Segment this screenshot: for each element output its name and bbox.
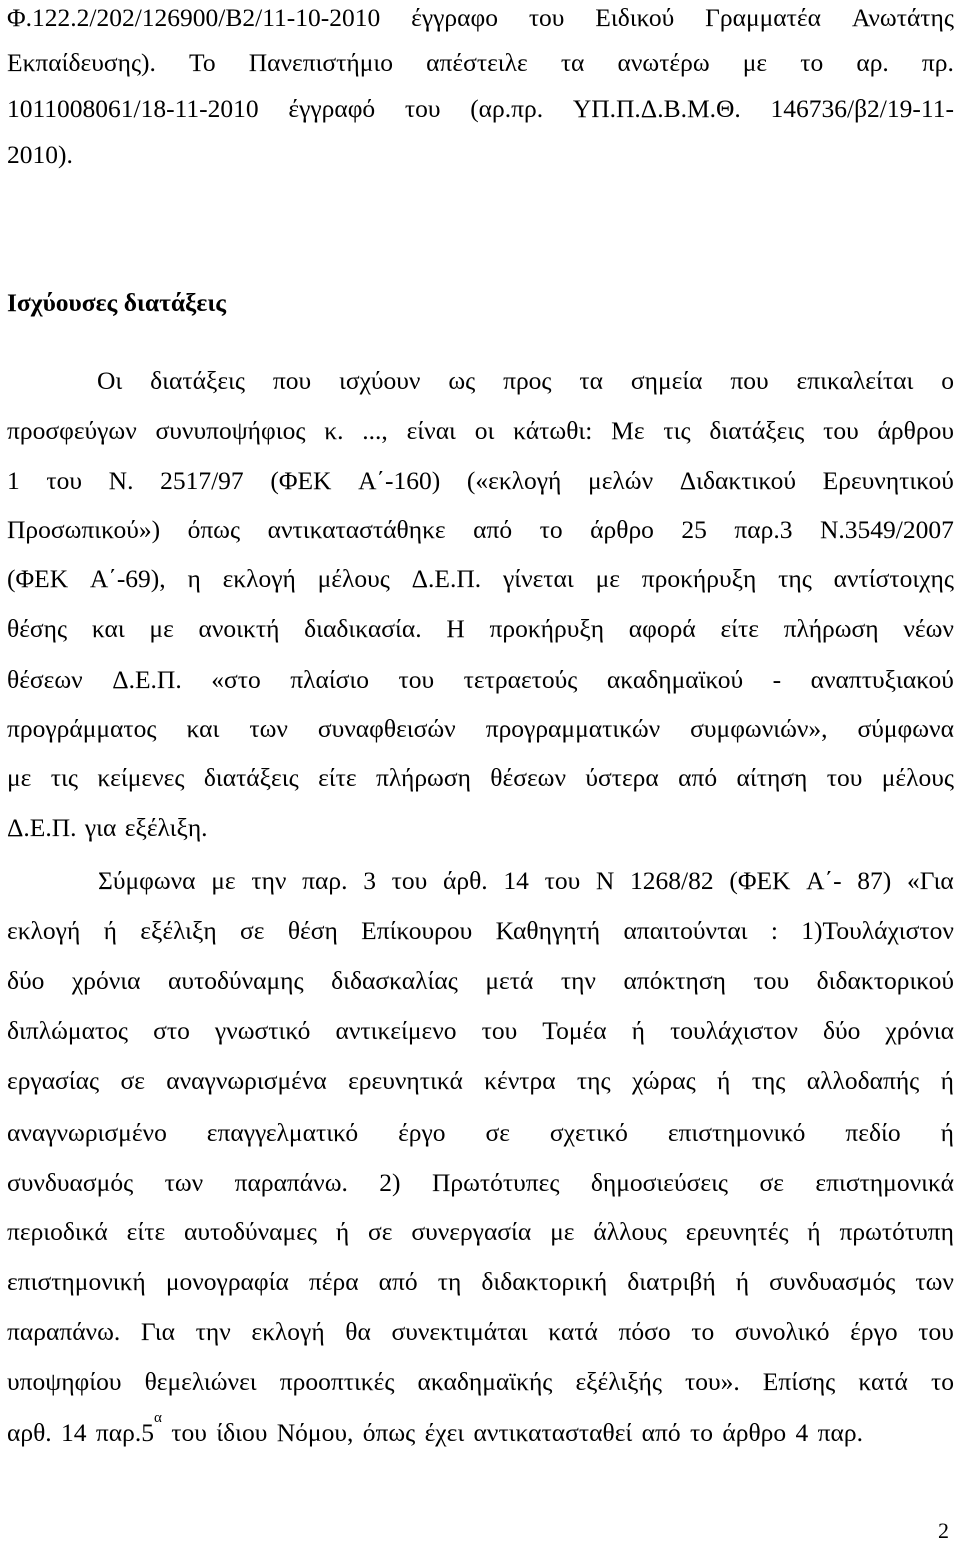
word: ή bbox=[335, 1217, 350, 1246]
word: δύο bbox=[7, 966, 45, 995]
word: διδακτορική bbox=[481, 1267, 608, 1296]
word: Σύμφωνα bbox=[98, 866, 196, 895]
word: είτε bbox=[318, 763, 357, 792]
word: επικαλείται bbox=[796, 366, 914, 395]
word: ύστερα bbox=[585, 763, 659, 792]
word: την bbox=[560, 966, 596, 995]
word: Δ.Ε.Π. bbox=[411, 564, 482, 593]
word: και bbox=[91, 614, 125, 643]
word: Διδακτικού bbox=[679, 466, 797, 495]
word: Πανεπιστήμιο bbox=[248, 48, 394, 77]
word: συνολικό bbox=[734, 1317, 830, 1346]
word: εργασίας bbox=[7, 1066, 100, 1095]
word: αντικαταστάθηκε bbox=[267, 515, 446, 544]
word: αναγνωρισμένα bbox=[166, 1066, 327, 1095]
word: ο bbox=[941, 366, 954, 395]
word: εκλογή bbox=[251, 1317, 325, 1346]
word: από bbox=[678, 763, 718, 792]
word: 146736/β2/19-11- bbox=[770, 94, 954, 123]
word: προγράμματος bbox=[7, 714, 157, 743]
text-line bbox=[97, 366, 954, 396]
word: νέων bbox=[903, 614, 954, 643]
word: των bbox=[915, 1267, 954, 1296]
word: εξέλιξη bbox=[140, 916, 217, 945]
text-line bbox=[7, 1217, 954, 1247]
word: Ανωτάτης bbox=[851, 3, 954, 32]
word: 2517/97 bbox=[160, 466, 244, 495]
word: πλαίσιο bbox=[290, 665, 370, 694]
word: επιστημονική bbox=[7, 1267, 146, 1296]
word: Ν. bbox=[108, 466, 134, 495]
word: το bbox=[930, 1367, 954, 1396]
word: με bbox=[550, 1217, 575, 1246]
word: μετά bbox=[485, 966, 534, 995]
word: Το bbox=[189, 48, 216, 77]
word: παραπάνω. bbox=[7, 1317, 121, 1346]
word: ακαδημαϊκού bbox=[606, 665, 744, 694]
word: προς bbox=[503, 366, 552, 395]
word: Ν bbox=[595, 866, 615, 895]
word: συναφθεισών bbox=[317, 714, 456, 743]
word: διατριβή bbox=[627, 1267, 716, 1296]
word: διατάξεις bbox=[150, 366, 246, 395]
text-line bbox=[7, 714, 954, 744]
word: των bbox=[164, 1168, 204, 1197]
word: σημεία bbox=[630, 366, 703, 395]
word: άλλους bbox=[593, 1217, 667, 1246]
word: είναι bbox=[406, 416, 456, 445]
word: γνωστικό bbox=[214, 1016, 311, 1045]
word: ή bbox=[631, 1016, 645, 1045]
word: τις bbox=[50, 763, 78, 792]
word: τη bbox=[437, 1267, 462, 1296]
word: έγγραφό bbox=[288, 94, 376, 123]
word: Η bbox=[446, 614, 465, 643]
word: συνεργασία bbox=[411, 1217, 532, 1246]
word: παραπάνω. bbox=[234, 1168, 348, 1197]
word: πλήρωση bbox=[375, 763, 471, 792]
word: σε bbox=[368, 1217, 393, 1246]
word: με bbox=[595, 564, 620, 593]
word: Ερευνητικού bbox=[822, 466, 954, 495]
text-line bbox=[7, 1016, 954, 1046]
word: θέσης bbox=[7, 614, 68, 643]
word: προοπτικές bbox=[279, 1367, 395, 1396]
word: κέντρα bbox=[484, 1066, 556, 1095]
word: πρ. bbox=[921, 48, 954, 77]
word: του bbox=[404, 94, 441, 123]
word: αναγνωρισμένο bbox=[7, 1118, 167, 1147]
text-line bbox=[7, 1267, 954, 1297]
page-number: 2 bbox=[938, 1518, 949, 1543]
word: χρόνια bbox=[885, 1016, 954, 1045]
word: του bbox=[46, 466, 83, 495]
word: του bbox=[918, 1317, 954, 1346]
word: είτε bbox=[720, 614, 759, 643]
section-heading: Ισχύουσες διατάξεις bbox=[7, 288, 226, 317]
word: κατά bbox=[858, 1367, 908, 1396]
text-line bbox=[7, 1410, 954, 1448]
word: Προσωπικού») bbox=[7, 515, 161, 544]
word: Ειδικού bbox=[595, 3, 675, 32]
word: και bbox=[186, 714, 220, 743]
word: το bbox=[691, 1317, 715, 1346]
word: διπλώματος bbox=[7, 1016, 129, 1045]
word: έγγραφο bbox=[411, 3, 498, 32]
word: πόσο bbox=[618, 1317, 671, 1346]
word: κάτωθι: bbox=[513, 416, 593, 445]
word: (ΦΕΚ bbox=[7, 564, 69, 593]
word: Με bbox=[611, 416, 645, 445]
word: μέλους bbox=[881, 763, 954, 792]
word: τα bbox=[560, 48, 585, 77]
word: του bbox=[823, 416, 859, 445]
word: Πρωτότυπες bbox=[431, 1168, 560, 1197]
word: αρ. bbox=[856, 48, 889, 77]
word: του bbox=[544, 866, 581, 895]
word: πέρα bbox=[308, 1267, 359, 1296]
word: 25 bbox=[681, 515, 707, 544]
text-line bbox=[7, 966, 954, 996]
word: «Για bbox=[906, 866, 954, 895]
word: άρθρο bbox=[590, 515, 654, 544]
word: εκλογή bbox=[7, 916, 81, 945]
word: άρθ. bbox=[442, 866, 488, 895]
text-line bbox=[7, 1317, 954, 1347]
word: απαιτούνται bbox=[623, 916, 748, 945]
word: Δ.Ε.Π. bbox=[112, 665, 182, 694]
word: μελών bbox=[588, 466, 654, 495]
word: 14 bbox=[503, 866, 529, 895]
word: επιστημονικά bbox=[815, 1168, 954, 1197]
word: όπως bbox=[187, 515, 241, 544]
word: Ν.3549/2007 bbox=[820, 515, 954, 544]
text-line bbox=[98, 866, 954, 896]
word: με bbox=[7, 763, 32, 792]
word: γίνεται bbox=[502, 564, 574, 593]
word: προγραμματικών bbox=[485, 714, 661, 743]
word: ΥΠ.Π.Δ.Β.Μ.Θ. bbox=[572, 94, 741, 123]
word: εκλογή bbox=[222, 564, 296, 593]
text-fragment: αρθ. 14 παρ.5 bbox=[7, 1418, 155, 1447]
word: 1)Τουλάχιστον bbox=[801, 916, 954, 945]
word: διδασκαλίας bbox=[331, 966, 458, 995]
word: θέση bbox=[287, 916, 338, 945]
word: έργο bbox=[850, 1317, 898, 1346]
text-fragment: του ίδιου Νόμου, όπως έχει αντικατασταθεί από το άρθρο 4 παρ. bbox=[161, 1418, 863, 1447]
word: του bbox=[398, 665, 435, 694]
word: κ. bbox=[324, 416, 344, 445]
word: των bbox=[249, 714, 288, 743]
word: διατάξεις bbox=[709, 416, 805, 445]
word: Γραμματέα bbox=[705, 3, 821, 32]
word: περιοδικά bbox=[7, 1217, 108, 1246]
word: («εκλογή bbox=[466, 466, 562, 495]
word: πεδίο bbox=[845, 1118, 901, 1147]
word: μέλους bbox=[317, 564, 390, 593]
word: της bbox=[778, 564, 812, 593]
word: Οι bbox=[97, 366, 123, 395]
word: ερευνητικά bbox=[348, 1066, 463, 1095]
word: τουλάχιστον bbox=[670, 1016, 798, 1045]
word: σύμφωνα bbox=[857, 714, 954, 743]
word: σε bbox=[120, 1066, 145, 1095]
word: της bbox=[751, 1066, 786, 1095]
word: αναπτυξιακού bbox=[810, 665, 954, 694]
text-line bbox=[7, 916, 954, 946]
word: απέστειλε bbox=[426, 48, 528, 77]
text-line bbox=[7, 1367, 954, 1397]
word: δημοσιεύσεις bbox=[590, 1168, 729, 1197]
text-line bbox=[7, 763, 954, 793]
text-line bbox=[7, 1168, 954, 1198]
text-line: Δ.Ε.Π. για εξέλιξη. bbox=[7, 813, 208, 842]
text-line bbox=[7, 466, 954, 496]
text-line bbox=[7, 614, 954, 644]
word: του». bbox=[684, 1367, 740, 1396]
superscript: α bbox=[154, 1410, 162, 1426]
word: προκήρυξη bbox=[641, 564, 757, 593]
word: ή bbox=[103, 916, 117, 945]
word: του bbox=[826, 763, 863, 792]
word: επαγγελματικό bbox=[206, 1118, 359, 1147]
text-line: 2010). bbox=[7, 140, 73, 169]
word: με bbox=[742, 48, 768, 77]
word: προσφεύγων bbox=[7, 416, 137, 445]
word: από bbox=[378, 1267, 418, 1296]
word: σχετικό bbox=[549, 1118, 628, 1147]
word: ή bbox=[940, 1118, 954, 1147]
word: που bbox=[272, 366, 312, 395]
word: του bbox=[481, 1016, 518, 1045]
word: θέσεων bbox=[7, 665, 83, 694]
word: με bbox=[149, 614, 174, 643]
word: Εκπαίδευσης). bbox=[7, 48, 156, 77]
word: (αρ.πρ. bbox=[470, 94, 544, 123]
text-line bbox=[7, 94, 954, 124]
text-line bbox=[7, 1066, 954, 1096]
word: Τομέα bbox=[542, 1016, 607, 1045]
word: Α΄-69), bbox=[89, 564, 166, 593]
text-line bbox=[7, 665, 954, 695]
word: ανωτέρω bbox=[617, 48, 710, 77]
word: αντικείμενο bbox=[335, 1016, 457, 1045]
word: «στο bbox=[211, 665, 261, 694]
word: Για bbox=[140, 1317, 175, 1346]
text-line bbox=[7, 564, 954, 594]
word: Α΄- bbox=[806, 866, 842, 895]
word: 87) bbox=[857, 866, 892, 895]
word: ως bbox=[448, 366, 476, 395]
word: μονογραφία bbox=[165, 1267, 289, 1296]
word: με bbox=[211, 866, 236, 895]
word: της bbox=[576, 1066, 611, 1095]
word: παρ. bbox=[302, 866, 348, 895]
word: το bbox=[539, 515, 563, 544]
word: ή bbox=[940, 1066, 954, 1095]
text-line bbox=[7, 3, 954, 33]
word: πλήρωση bbox=[783, 614, 879, 643]
word: Επίσης bbox=[762, 1367, 836, 1396]
word: ερευνητές bbox=[685, 1217, 789, 1246]
word: διδακτορικού bbox=[816, 966, 954, 995]
word: ..., bbox=[362, 416, 388, 445]
word: απόκτηση bbox=[623, 966, 726, 995]
word: εξέλιξής bbox=[575, 1367, 662, 1396]
word: ή bbox=[717, 1066, 731, 1095]
word: υποψηφίου bbox=[7, 1367, 122, 1396]
word: αφορά bbox=[628, 614, 696, 643]
word: η bbox=[187, 564, 201, 593]
word: : bbox=[770, 916, 778, 945]
word: του bbox=[528, 3, 565, 32]
word: έργο bbox=[398, 1118, 446, 1147]
word: - bbox=[772, 665, 782, 694]
word: συνεκτιμάται bbox=[391, 1317, 528, 1346]
text-line bbox=[7, 416, 954, 446]
word: αυτοδύναμης bbox=[167, 966, 304, 995]
word: επιστημονικό bbox=[667, 1118, 806, 1147]
word: 1 bbox=[7, 466, 20, 495]
word: σε bbox=[759, 1168, 784, 1197]
word: είτε bbox=[126, 1217, 166, 1246]
word: χώρας bbox=[631, 1066, 696, 1095]
word: θέσεων bbox=[490, 763, 566, 792]
word: αλλοδαπής bbox=[806, 1066, 920, 1095]
word: το bbox=[800, 48, 824, 77]
word: Επίκουρου bbox=[361, 916, 473, 945]
word: θεμελιώνει bbox=[144, 1367, 257, 1396]
word: τετραετούς bbox=[463, 665, 578, 694]
word: Φ.122.2/202/126900/Β2/11-10-2010 bbox=[7, 3, 381, 32]
word: 2) bbox=[379, 1168, 401, 1197]
word: την bbox=[195, 1317, 231, 1346]
word: ακαδημαϊκής bbox=[417, 1367, 553, 1396]
word: χρόνια bbox=[71, 966, 141, 995]
word: κείμενες bbox=[97, 763, 185, 792]
word: πρωτότυπη bbox=[839, 1217, 954, 1246]
word: συνυποψήφιος bbox=[155, 416, 306, 445]
word: 1011008061/18-11-2010 bbox=[7, 94, 259, 123]
word: αυτοδύναμες bbox=[184, 1217, 317, 1246]
word: δύο bbox=[822, 1016, 861, 1045]
word: ισχύουν bbox=[339, 366, 421, 395]
word: τα bbox=[579, 366, 603, 395]
word: άρθρου bbox=[877, 416, 954, 445]
word: (ΦΕΚ bbox=[270, 466, 332, 495]
word: από bbox=[473, 515, 513, 544]
word: συμφωνιών», bbox=[690, 714, 828, 743]
word: διατάξεις bbox=[203, 763, 299, 792]
word: ή bbox=[807, 1217, 821, 1246]
word: 3 bbox=[363, 866, 376, 895]
word: του bbox=[753, 966, 790, 995]
word: στο bbox=[153, 1016, 190, 1045]
word: σε bbox=[485, 1118, 510, 1147]
word: (ΦΕΚ bbox=[729, 866, 791, 895]
word: συνδυασμός bbox=[7, 1168, 134, 1197]
word: ή bbox=[735, 1267, 750, 1296]
text-line bbox=[7, 1118, 954, 1148]
word: προκήρυξη bbox=[489, 614, 605, 643]
word: που bbox=[730, 366, 769, 395]
word: του bbox=[391, 866, 428, 895]
text-line bbox=[7, 515, 954, 545]
word: 1268/82 bbox=[630, 866, 714, 895]
word: θα bbox=[345, 1317, 371, 1346]
word: ανοικτή bbox=[198, 614, 280, 643]
word: κατά bbox=[548, 1317, 598, 1346]
word: Α΄-160) bbox=[358, 466, 441, 495]
word: σε bbox=[240, 916, 265, 945]
word: οι bbox=[474, 416, 495, 445]
word: αίτηση bbox=[736, 763, 808, 792]
text-line bbox=[7, 48, 954, 78]
word: την bbox=[251, 866, 287, 895]
word: διαδικασία. bbox=[304, 614, 422, 643]
word: αντίστοιχης bbox=[833, 564, 954, 593]
word: Καθηγητή bbox=[495, 916, 601, 945]
word: τις bbox=[663, 416, 691, 445]
word: συνδυασμός bbox=[769, 1267, 896, 1296]
word: παρ.3 bbox=[734, 515, 793, 544]
